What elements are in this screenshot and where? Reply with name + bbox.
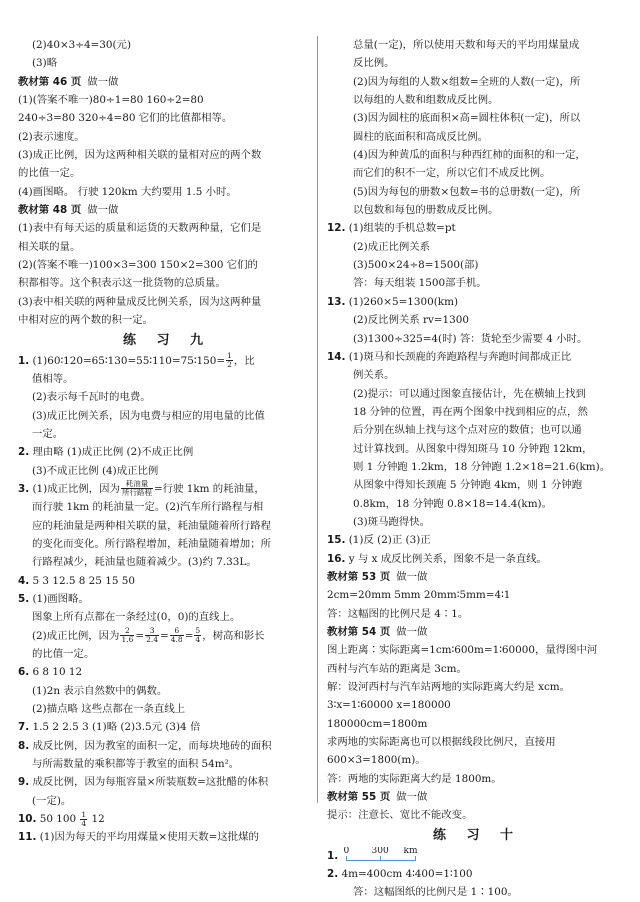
text-line: 解：设河西村与汽车站两地的实际距离大约是 xcm。 xyxy=(327,681,571,694)
text-line: 中相对应的两个数的积一定。 xyxy=(18,314,154,327)
fraction: $\frac{\text{耗油量}}{\text{所行路程}}$ xyxy=(121,479,152,498)
text-line: (2)40×3÷4=30(元) xyxy=(32,39,132,51)
question-7: 7. 1.5 2 2.5 3 (1)略 (2)3.5元 (3)4 倍 xyxy=(18,721,201,734)
right-column xyxy=(327,36,627,902)
text-line: 图象上所有点都在一条经过(0，0)的直线上。 xyxy=(32,611,241,624)
question-6: 6. 6 8 10 12 xyxy=(18,666,83,679)
question-5: 5. (1)画图略。 xyxy=(18,592,89,605)
left-column xyxy=(18,36,316,847)
text-line: (1)2n 表示自然数中的偶数。 xyxy=(32,684,168,697)
text-line: 180000cm=1800m xyxy=(327,717,428,730)
fraction: $\frac{6}{4.8}$ xyxy=(170,626,183,645)
text-line: (2)反比例关系 rv=1300 xyxy=(353,314,469,327)
text-line: 求两地的实际距离也可以根据线段比例尺，直接用 xyxy=(327,736,556,749)
section-heading: 教材第 54 页 做一做 xyxy=(327,626,428,638)
scale-label: 300 xyxy=(371,846,389,856)
question-15: 15. (1)反 (2)正 (3)正 xyxy=(327,534,431,547)
text-line: 2cm=20mm 5mm 20mm∶5mm=4∶1 xyxy=(327,589,511,602)
text-line: 提示：注意长、宽比不能改变。 xyxy=(327,809,473,822)
text-line: (2)表示每千瓦时的电费。 xyxy=(32,391,151,404)
question-5-part-2: (2)成正比例，因为 $\frac{2}{1.6}$ = $\frac{3}{2.4}$ = $\frac{6}{4.8}$ = $\frac{5}{4}$ ，树高和影长 xyxy=(32,626,265,645)
text-line: 一定。 xyxy=(32,427,64,440)
question-12: 12. (1)组装的手机总数=pt xyxy=(327,222,456,235)
fraction: $\frac{2}{1.6}$ xyxy=(121,626,134,645)
text-line: 18 分钟的位置，再在两个图象中找到相应的点，然 xyxy=(353,405,588,418)
text-line: (3)略 xyxy=(32,57,58,70)
text-line: (2)提示：可以通过图象直接估计，先在横轴上找到 xyxy=(353,387,586,400)
scale-label: 0 xyxy=(343,846,350,856)
question-2: 2. 4m=400cm 4∶400=1∶100 xyxy=(327,868,473,881)
text-line: 从图象中得知长颈鹿 5 分钟跑 4km，则 1 分钟跑 xyxy=(353,479,583,492)
text-line: 总量(一定)，所以使用天数和每天的平均用煤量成 xyxy=(353,39,580,51)
text-line: 与所需数量的乘积都等于教室的面积 54m²。 xyxy=(32,758,240,771)
text-line: 图上距离∶实际距离=1cm∶600m=1∶60000，量得图中河 xyxy=(327,644,598,657)
text-line: 行路程减少，耗油量也随着减少。(3)约 7.33L。 xyxy=(32,556,257,569)
fraction: $\frac{5}{4}$ xyxy=(195,626,201,645)
text-line: 的比值一定。 xyxy=(32,648,95,660)
text-line: (4)因为种黄瓜的面积与种西红柿的面积的和一定， xyxy=(353,149,586,162)
text-line: (5)因为每包的册数×包数=书的总册数(一定)，所 xyxy=(353,185,581,198)
text-line: 应的耗油量是两种相关联的量，耗油量随着所行路程 xyxy=(32,519,271,532)
text-line: (一定)。 xyxy=(32,794,72,807)
line-scale-bar xyxy=(343,846,418,861)
text-line: 相关联的量。 xyxy=(18,240,81,253)
text-line: 的变化而变化。所行路程增加，耗油量随着增加；所 xyxy=(32,537,271,550)
text-line: 西村与汽车站的距离是 3cm。 xyxy=(327,662,467,675)
question-10: 10. 50 100 $\frac{1}{4}$ 12 xyxy=(18,810,105,828)
text-line: 3∶x=1∶60000 x=180000 xyxy=(327,699,451,712)
text-line: 积都相等。这个积表示这一批货物的总质量。 xyxy=(18,277,226,290)
section-heading: 教材第 55 页 做一做 xyxy=(327,791,428,804)
column-divider xyxy=(317,36,318,803)
text-line: (3)成正比例，因为这两种相关联的量相对应的两个数 xyxy=(18,149,262,162)
text-line: (3)表中相关联的两种量成反比例关系，因为这两种量 xyxy=(18,295,262,308)
section-heading: 教材第 53 页 做一做 xyxy=(327,570,428,583)
fraction: $\frac{3}{2.4}$ xyxy=(146,626,159,645)
section-heading: 教材第 48 页 做一做 xyxy=(18,204,119,217)
question-16: 16. y 与 x 成反比例关系，图象不是一条直线。 xyxy=(327,552,548,565)
text-line: (3)不成正比例 (4)成正比例 xyxy=(32,464,159,477)
question-11: 11. (1)因为每天的平均用煤量×使用天数=这批煤的 xyxy=(18,831,259,844)
question-9: 9. 成反比例，因为每瓶容量×所装瓶数=这批醋的体积 xyxy=(18,776,269,789)
text-line: 答：两地的实际距离大约是 1800m。 xyxy=(327,772,502,785)
text-line: 240÷3=80 320÷4=80 它们的比值都相等。 xyxy=(18,112,233,125)
text-line: 以包数和每包的册数成反比例。 xyxy=(353,204,499,217)
question-4: 4. 5 3 12.5 8 25 15 50 xyxy=(18,574,135,587)
fraction: $\frac{1}{2}$ xyxy=(227,351,232,369)
text-line: (2)因为每组的人数×组数=全班的人数(一定)，所 xyxy=(353,75,581,88)
question-2: 2. 理由略 (1)成正比例 (2)不成正比例 xyxy=(18,446,194,459)
question-1-scale: 1. 0 300 km xyxy=(327,847,627,865)
question-13: 13. (1)260×5=1300(km) xyxy=(327,295,459,308)
text-line: 而行驶 1km 的耗油量一定。(2)汽车所行路程与相 xyxy=(32,501,264,514)
text-line: (2)成正比例关系 xyxy=(353,240,431,253)
fraction: $\frac{1}{4}$ xyxy=(81,810,87,828)
text-line: 答：这幅图纸的比例尺是 1∶100。 xyxy=(353,886,518,899)
question-8: 8. 成反比例，因为教室的面积一定，而每块地砖的面积 xyxy=(18,739,272,752)
question-14: 14. (1)斑马和长颈鹿的奔跑路程与奔跑时间都成正比 xyxy=(327,350,572,363)
text-line: (1)(答案不唯一)80÷1=80 160÷2=80 xyxy=(18,94,204,107)
scale-unit: km xyxy=(403,846,418,856)
exercise-title: 练 习 九 xyxy=(122,332,212,348)
text-line: 过计算找到。从图象中得知斑马 10 分钟跑 12km， xyxy=(353,442,593,455)
text-line: 答：每天组装 1500部手机。 xyxy=(353,277,487,290)
text-line: (3)斑马跑得快。 xyxy=(353,515,431,528)
text-line: 值相等。 xyxy=(32,372,74,385)
text-line: 则 1 分钟跑 1.2km，18 分钟跑 1.2×18=21.6(km)。 xyxy=(353,460,611,473)
section-heading: 教材第 46 页 做一做 xyxy=(18,75,119,88)
text-line: (2)表示速度。 xyxy=(18,130,85,143)
text-line: (2)(答案不唯一)100×3=300 150×2=300 它们的 xyxy=(18,259,258,272)
text-line: (3)500×24÷8=1500(部) xyxy=(353,259,479,272)
text-line: (4)画图略。 行驶 120km 大约要用 1.5 小时。 xyxy=(18,185,237,198)
text-line: (1)表中有每天运的质量和运货的天数两种量，它们是 xyxy=(18,222,262,235)
exercise-title: 练 习 十 xyxy=(432,827,522,843)
text-line: (3)因为圆柱的底面积×高=圆柱体积(一定)，所以 xyxy=(353,112,581,125)
text-line: 后分别在纵轴上找与这个点对应的数值；也可以通 xyxy=(353,424,582,437)
text-line: 反比例。 xyxy=(353,57,395,70)
text-line: 例关系。 xyxy=(353,369,395,382)
text-line: (3)成正比例关系，因为电费与相应的用电量的比值 xyxy=(32,409,265,422)
text-line: (3)1300÷325=4(时) 答：货轮至少需要 4 小时。 xyxy=(353,332,588,345)
text-line: 0.8km，18 分钟跑 0.8×18=14.4(km)。 xyxy=(353,497,553,510)
question-3: 3. (1)成正比例，因为 $\frac{\text{耗油量}}{\text{所行路程}}$ =行驶 1km 的耗油量， xyxy=(18,479,265,498)
text-line: 的比值一定。 xyxy=(18,167,81,180)
text-line: (2)描点略 这些点都在一条直线上 xyxy=(32,703,186,716)
text-line: 以每组的人数和组数成反比例。 xyxy=(353,94,499,107)
text-line: 而它们的积不一定，所以它们不成反比例。 xyxy=(353,167,551,180)
text-line: 600×3=1800(m)。 xyxy=(327,754,426,767)
question-1: 1. (1)60∶120=65∶130=55∶110=75∶150= $\frac{1}{2}$ ，比 xyxy=(18,351,255,369)
text-line: 答：这幅图的比例尺是 4∶1。 xyxy=(327,607,469,620)
text-line: 圆柱的底面积和高成反比例。 xyxy=(353,130,489,143)
